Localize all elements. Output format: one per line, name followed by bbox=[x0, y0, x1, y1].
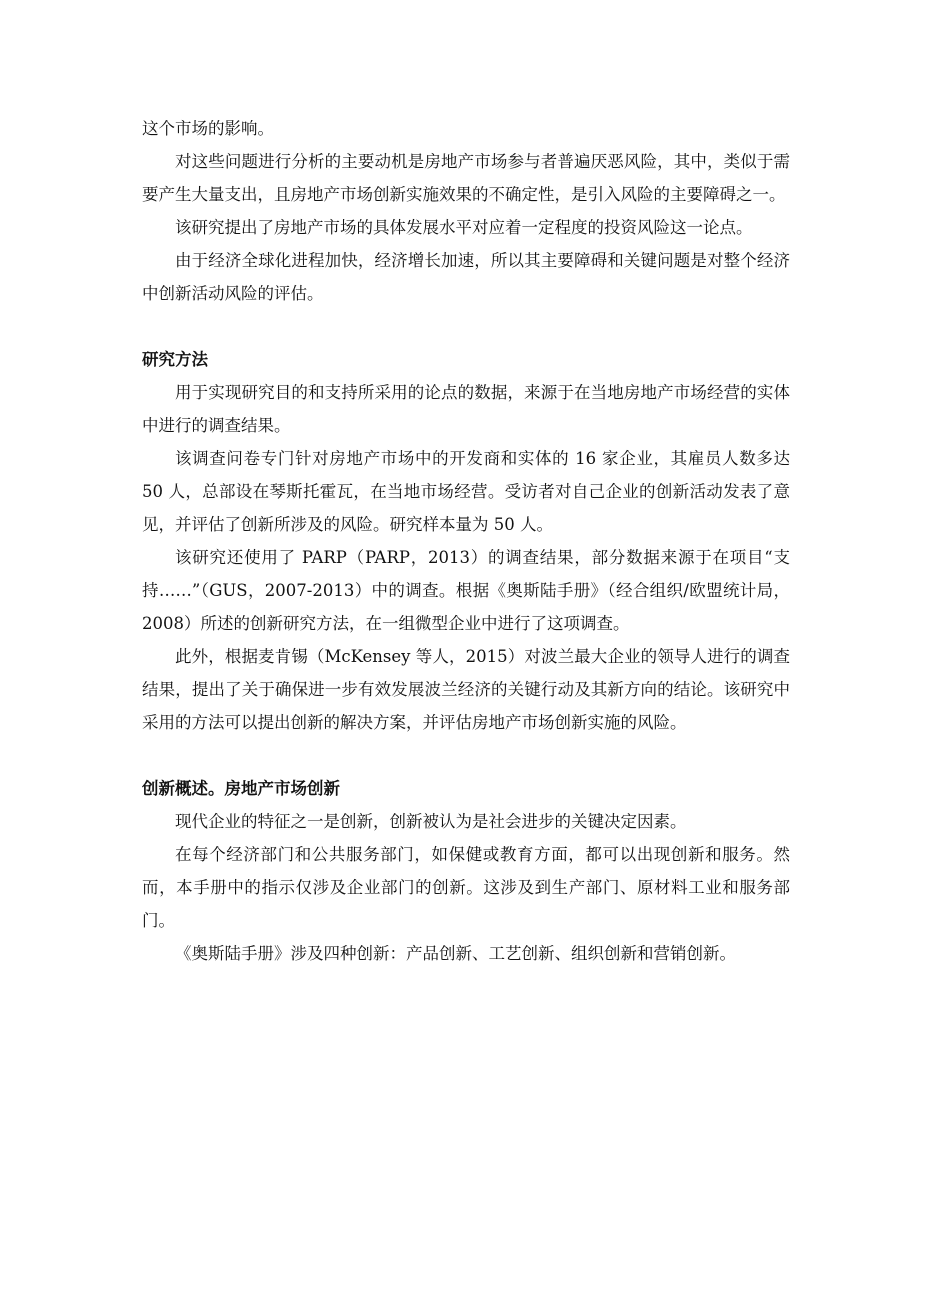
paragraph-survey: 该调查问卷专门针对房地产市场中的开发商和实体的 16 家企业，其雇员人数多达 50 人，总部设在琴斯托霍瓦，在当地市场经营。受访者对自己企业的创新活动发表了意见，并评估了创新所涉及的风险。研究样本量为 50 人。 bbox=[142, 449, 790, 534]
section-spacer bbox=[142, 739, 790, 772]
document-body bbox=[142, 112, 790, 970]
paragraph-sectors: 在每个经济部门和公共服务部门，如保健或教育方面，都可以出现创新和服务。然而，本手册中的指示仅涉及企业部门的创新。这涉及到生产部门、原材料工业和服务部门。 bbox=[142, 845, 790, 930]
paragraph-innovation-feature: 现代企业的特征之一是创新，创新被认为是社会进步的关键决定因素。 bbox=[175, 812, 687, 831]
heading-research-methods: 研究方法 bbox=[142, 350, 208, 369]
paragraph-globalization: 由于经济全球化进程加快，经济增长加速，所以其主要障碍和关键问题是对整个经济中创新活动风险的评估。 bbox=[142, 251, 790, 303]
paragraph-motivation: 对这些问题进行分析的主要动机是房地产市场参与者普遍厌恶风险，其中，类似于需要产生大量支出，且房地产市场创新实施效果的不确定性，是引入风险的主要障碍之一。 bbox=[142, 152, 790, 204]
paragraph-parp: 该研究还使用了 PARP（PARP，2013）的调查结果，部分数据来源于在项目“支持……”（GUS，2007-2013）中的调查。根据《奥斯陆手册》（经合组织/欧盟统计局，2008）所述的创新研究方法，在一组微型企业中进行了这项调查。 bbox=[142, 548, 790, 633]
paragraph-oslo-types: 《奥斯陆手册》涉及四种创新：产品创新、工艺创新、组织创新和营销创新。 bbox=[175, 944, 736, 963]
paragraph-mckinsey: 此外，根据麦肯锡（McKensey 等人，2015）对波兰最大企业的领导人进行的调查结果，提出了关于确保进一步有效发展波兰经济的关键行动及其新方向的结论。该研究中采用的方法可以提出创新的解决方案，并评估房地产市场创新实施的风险。 bbox=[142, 647, 790, 732]
section-spacer bbox=[142, 310, 790, 343]
paragraph-data-source: 用于实现研究目的和支持所采用的论点的数据，来源于在当地房地产市场经营的实体中进行的调查结果。 bbox=[142, 383, 790, 435]
paragraph-thesis: 该研究提出了房地产市场的具体发展水平对应着一定程度的投资风险这一论点。 bbox=[175, 218, 753, 237]
heading-innovation-overview: 创新概述。房地产市场创新 bbox=[142, 779, 340, 798]
paragraph-continuation: 这个市场的影响。 bbox=[142, 119, 274, 138]
